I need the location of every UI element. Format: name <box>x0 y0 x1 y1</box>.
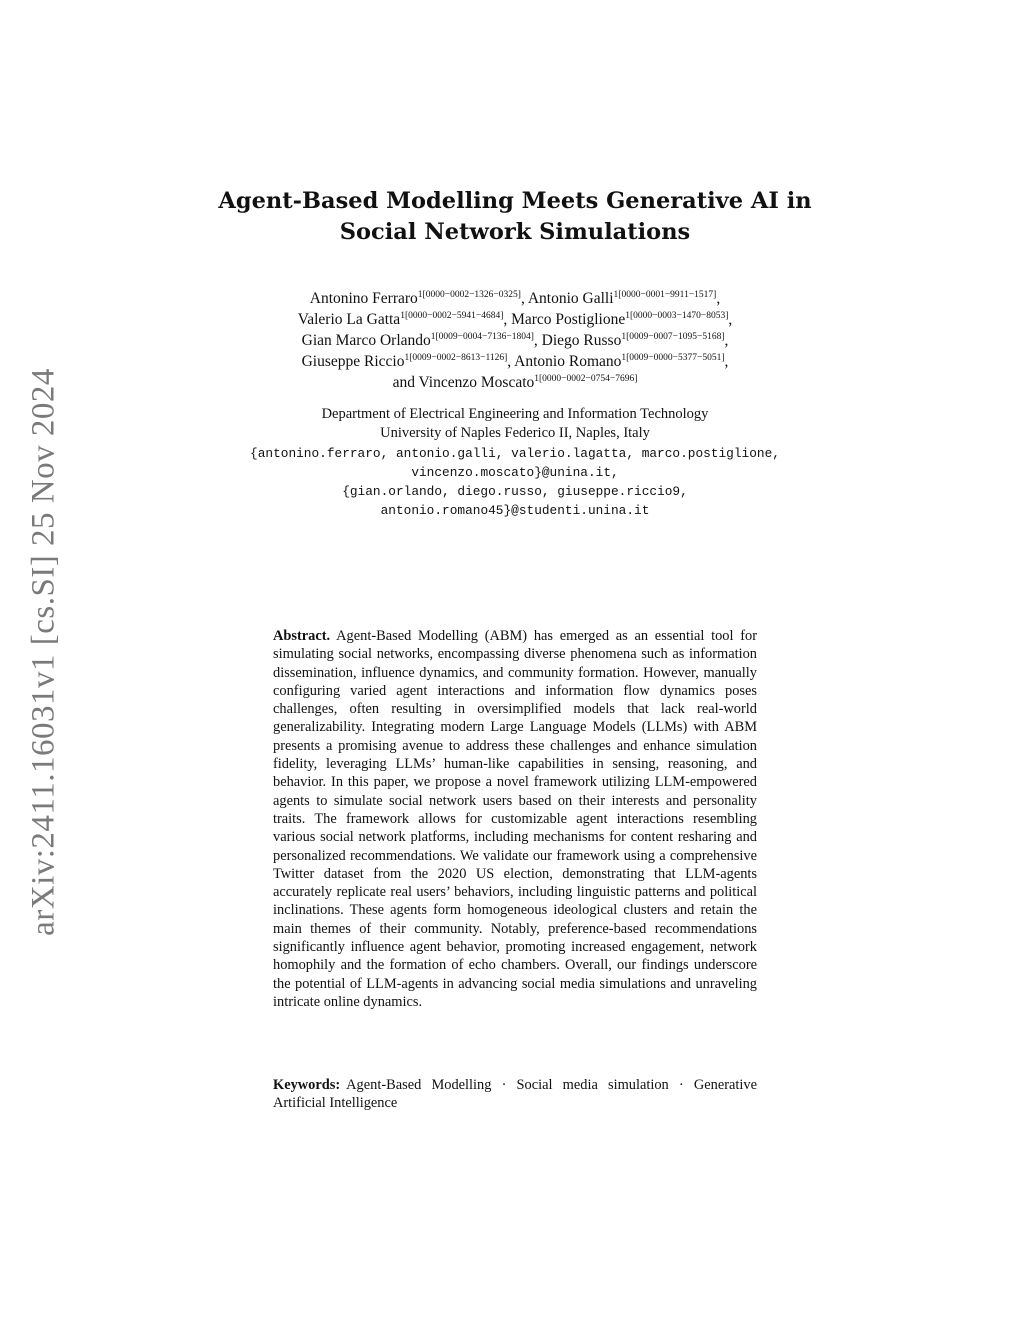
email-line: vincenzo.moscato}@unina.it, <box>411 465 619 480</box>
author-orcid: 1[0009−0000−5377−5051] <box>621 353 725 363</box>
paper-title <box>180 186 850 248</box>
author-orcid: 1[0000−0002−1326−0325] <box>417 290 521 300</box>
title-line: Social Network Simulations <box>339 219 691 245</box>
arxiv-identifier-stamp: arXiv:2411.16031v1 [cs.SI] 25 Nov 2024 <box>25 368 62 936</box>
department: Department of Electrical Engineering and Information Technology <box>321 406 709 422</box>
author-name: Antonio Galli <box>527 290 614 307</box>
author-name: Vincenzo Moscato <box>418 374 535 391</box>
author-orcid: 1[0000−0002−0754−7696] <box>534 374 638 384</box>
keywords-text: Agent-Based Modelling · Social media simulation · Generative Artificial Intelligence <box>273 1077 757 1112</box>
email-line: {antonino.ferraro, antonio.galli, valerio.lagatta, marco.postiglione, <box>250 446 780 461</box>
email-block <box>180 444 850 520</box>
email-line: antonio.romano45}@studenti.unina.it <box>380 503 650 518</box>
author-line: Antonino Ferraro$^{1[0000-0002-1326-0325]}$, Antonio Galli$^{1[0000-0001-9911-1517]}$, <box>309 290 721 307</box>
title-line: Agent-Based Modelling Meets Generative AI in <box>218 188 812 214</box>
author-line: Valerio La Gatta$^{1[0000-0002-5941-4684]}$, Marco Postiglione$^{1[0000-0003-1470-8053]}$, <box>297 311 733 328</box>
abstract-label: Abstract. <box>273 628 331 644</box>
university: University of Naples Federico II, Naples, Italy <box>380 425 650 441</box>
abstract <box>273 627 757 1011</box>
author-line: Giuseppe Riccio$^{1[0009-0002-8613-1126]}$, Antonio Romano$^{1[0009-0000-5377-5051]}$, <box>301 353 729 370</box>
author-name: Giuseppe Riccio <box>301 353 405 370</box>
author-orcid: 1[0009−0004−7136−1804] <box>430 332 534 342</box>
author-name: Antonino Ferraro <box>309 290 418 307</box>
keywords-label: Keywords: <box>273 1077 341 1093</box>
affiliation <box>180 405 850 443</box>
author-orcid: 1[0009−0002−8613−1126] <box>404 353 508 363</box>
abstract-text: Agent-Based Modelling (ABM) has emerged as an essential tool for simulating social networks, encompassing diverse phenomena such as information dissemination, influence dynamics, and community formation. However, manually configuring varied agent interactions and information flow dynamics poses challenges, often resulting in oversimplified models that lack real-world generalizability. Integrating modern Large Language Models (LLMs) with ABM presents a promising avenue to address these challenges and enhance simulation fidelity, leveraging LLMs’ human-like capabilities in sensing, reasoning, and behavior. In this paper, we propose a novel framework utilizing LLM-empowered agents to simulate social network users based on their interests and personality traits. The framework allows for customizable agent interactions resembling various social network platforms, including mechanisms for content resharing and personalized recommendations. We validate our framework using a comprehensive Twitter dataset from the 2020 US election, demonstrating that LLM-agents accurately replicate real users’ behaviors, including linguistic patterns and political inclinations. These agents form homogeneous ideological clusters and retain the main themes of their community. Notably, preference-based recommendations significantly influence agent behavior, promoting increased engagement, network homophily and the formation of echo chambers. Overall, our findings underscore the potential of LLM-agents in advancing social media simulations and unraveling intricate online dynamics. <box>273 628 757 1010</box>
keywords <box>273 1076 757 1113</box>
author-line: Gian Marco Orlando$^{1[0009-0004-7136-1804]}$, Diego Russo$^{1[0009-0007-1095-5168]}$, <box>301 332 729 349</box>
author-name: Marco Postiglione <box>511 311 626 328</box>
author-name: Valerio La Gatta <box>297 311 401 328</box>
author-orcid: 1[0000−0003−1470−8053] <box>625 311 729 321</box>
author-orcid: 1[0000−0001−9911−1517] <box>613 290 717 300</box>
email-line: {gian.orlando, diego.russo, giuseppe.riccio9, <box>342 484 688 499</box>
author-name: Gian Marco Orlando <box>301 332 431 349</box>
author-line: and Vincenzo Moscato$^{1[0000-0002-0754-7696]}$ <box>392 374 638 391</box>
author-name: Antonio Romano <box>514 353 622 370</box>
author-orcid: 1[0000−0002−5941−4684] <box>400 311 504 321</box>
author-name: Diego Russo <box>541 332 622 349</box>
author-orcid: 1[0009−0007−1095−5168] <box>621 332 725 342</box>
author-list <box>180 288 850 393</box>
